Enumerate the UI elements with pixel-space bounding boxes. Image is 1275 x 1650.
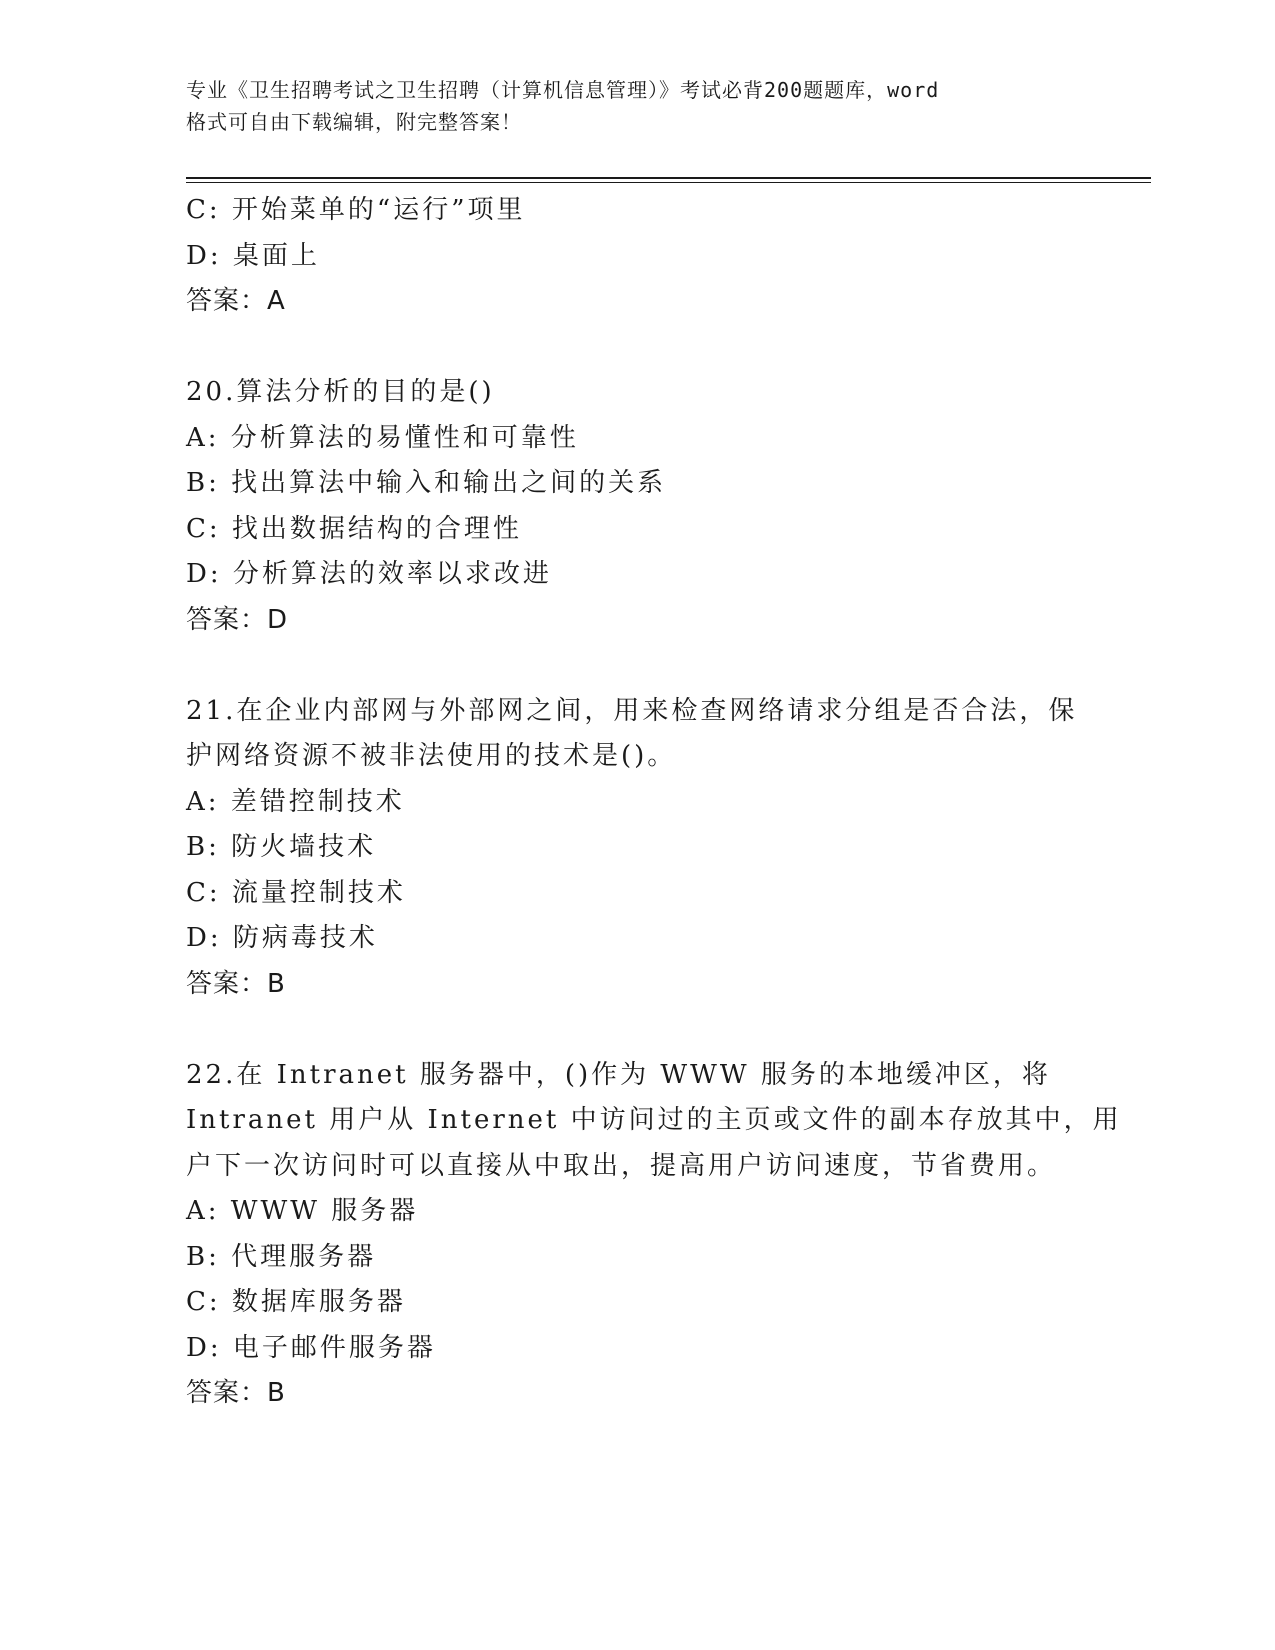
spacer: [186, 1007, 1086, 1053]
answer-line: 答案：D: [186, 604, 289, 635]
option-a: A: WWW 服务器: [186, 1196, 419, 1226]
spacer: [186, 325, 1086, 371]
question-stem-continued: Intranet 用户从 Internet 中访问过的主页或文件的副本存放其中，用: [186, 1105, 1122, 1135]
spacer: [186, 643, 1086, 689]
option-d: D: 桌面上: [186, 240, 320, 271]
header-divider-thick: [186, 177, 1151, 179]
option-d: D: 分析算法的效率以求改进: [186, 559, 552, 589]
option-a: A: 差错控制技术: [186, 786, 405, 817]
question-stem-continued: 户下一次访问时可以直接从中取出，提高用户访问速度，节省费用。: [186, 1150, 1057, 1181]
option-c: C: 找出数据结构的合理性: [186, 513, 522, 544]
option-c: C: 开始菜单的“运行”项里: [186, 195, 526, 225]
option-b: B: 防火墙技术: [186, 832, 377, 862]
question-list: [186, 188, 1122, 1417]
header-line-1: 专业《卫生招聘考试之卫生招聘（计算机信息管理）》考试必背200题题库，word: [186, 78, 940, 102]
question-stem-continued: 护网络资源不被非法使用的技术是()。: [186, 741, 677, 771]
question-22: [186, 1053, 1122, 1417]
option-b: B: 代理服务器: [186, 1241, 377, 1272]
answer-line: 答案：B: [186, 1378, 286, 1408]
header-divider-thin: [186, 182, 1151, 183]
option-b: B: 找出算法中输入和输出之间的关系: [186, 468, 667, 498]
question-stem: 20.算法分析的目的是(): [186, 377, 495, 407]
question-20: [186, 370, 1086, 643]
answer-line: 答案：B: [186, 968, 286, 999]
answer-line: 答案：A: [186, 286, 286, 316]
option-c: C: 流量控制技术: [186, 877, 406, 908]
continued-question: [186, 188, 1086, 325]
document-header: [186, 74, 1086, 138]
option-a: A: 分析算法的易懂性和可靠性: [186, 422, 579, 453]
option-c: C: 数据库服务器: [186, 1287, 406, 1317]
header-line-2: 格式可自由下载编辑，附完整答案！: [186, 110, 522, 134]
option-d: D: 电子邮件服务器: [186, 1332, 436, 1363]
question-stem: 21.在企业内部网与外部网之间，用来检查网络请求分组是否合法，保: [186, 695, 1078, 726]
question-21: [186, 689, 1086, 1008]
option-d: D: 防病毒技术: [186, 923, 378, 953]
question-stem: 22.在 Intranet 服务器中，()作为 WWW 服务的本地缓冲区，将: [186, 1059, 1051, 1090]
